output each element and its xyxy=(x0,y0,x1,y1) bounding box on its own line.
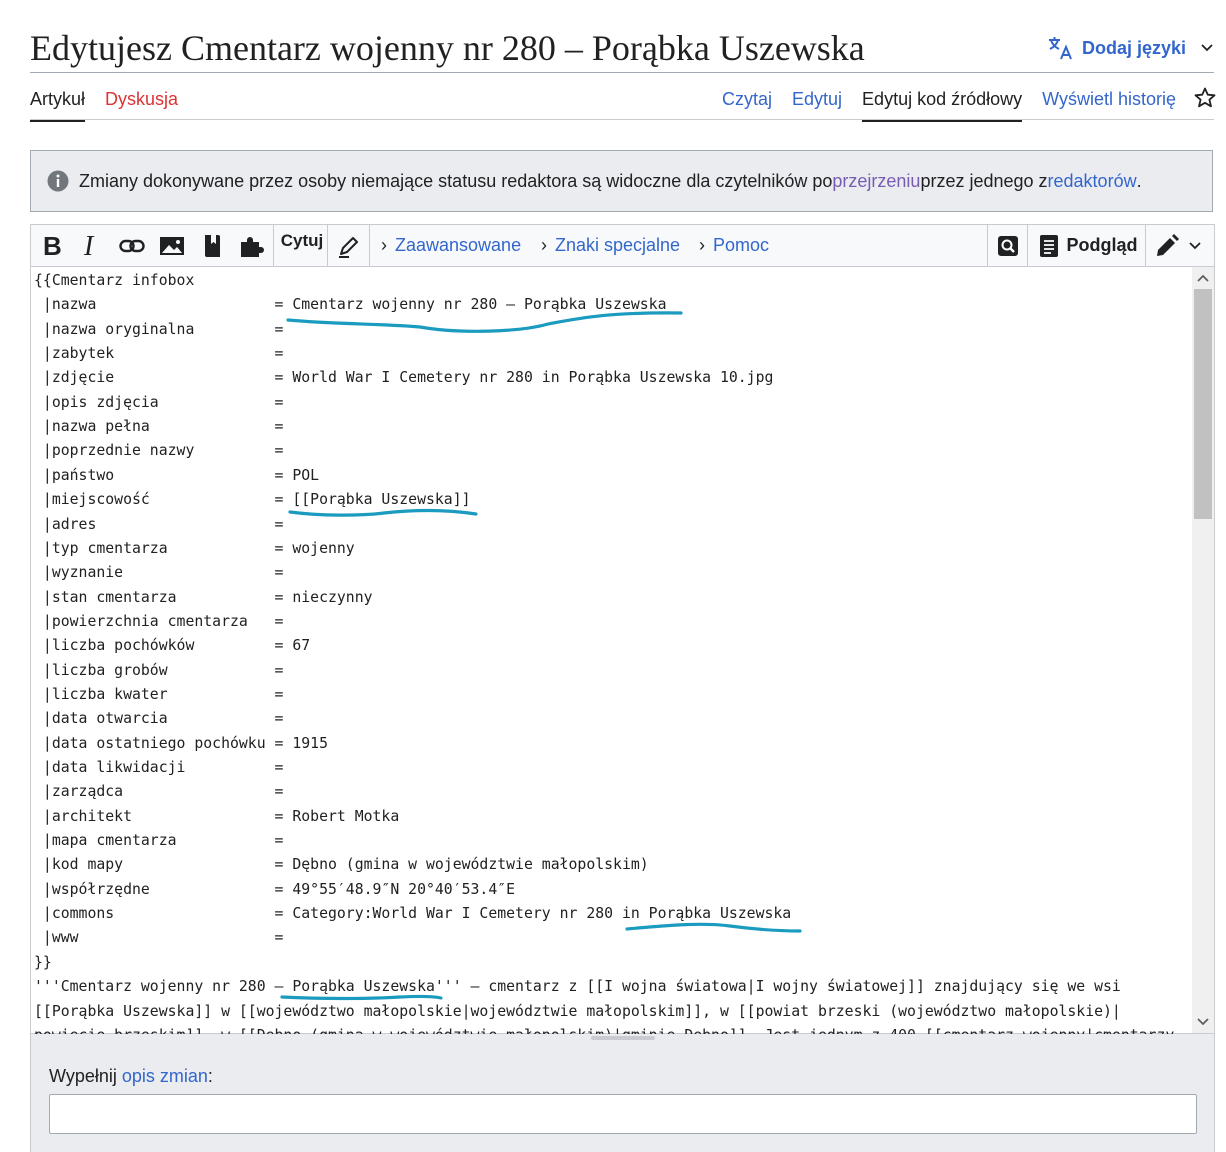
code-line: '''Cmentarz wojenny nr 280 – Porąbka Uszewska''' – cmentarz z [[I wojna światowa|I wojny światowej]] znajdujący się we wsi xyxy=(34,978,1121,996)
image-icon xyxy=(159,235,185,257)
chevron-right-icon: › xyxy=(381,235,387,255)
svg-text:I: I xyxy=(84,230,94,262)
notice-text-after: . xyxy=(1136,170,1142,191)
edit-summary-input[interactable] xyxy=(49,1094,1197,1134)
page-title: Edytujesz Cmentarz wojenny nr 280 – Porąbka Uszewska xyxy=(30,28,865,68)
pencil-icon xyxy=(1154,233,1182,259)
tab-edit[interactable]: Edytuj xyxy=(792,89,843,109)
code-line: [[Porąbka Uszewska]] w [[województwo małopolskie|województwie małopolskim]], w [[powiat brzeski (województwo małopolskie)| xyxy=(34,1002,1121,1020)
chevron-down-icon xyxy=(1188,239,1202,253)
bold-button[interactable] xyxy=(35,225,69,266)
chevron-right-icon: › xyxy=(699,235,705,255)
view-tabs xyxy=(722,86,1176,122)
add-languages-button[interactable] xyxy=(1048,36,1214,60)
code-line: |liczba grobów = xyxy=(34,661,284,679)
edit-summary-label xyxy=(49,1066,213,1087)
pencil-icon xyxy=(337,234,361,258)
tab-history[interactable]: Wyświetl historię xyxy=(1042,89,1176,109)
code-line: |architekt = Robert Motka xyxy=(34,807,400,825)
notice-link-review[interactable]: przejrzeniu xyxy=(832,170,921,191)
toolbar-separator xyxy=(369,225,370,266)
code-line: |zarządca = xyxy=(34,783,284,801)
toolbar-separator xyxy=(1027,225,1028,266)
tab-edit-source[interactable]: Edytuj kod źródłowy xyxy=(862,86,1022,122)
scroll-down-arrow-icon[interactable] xyxy=(1196,1015,1210,1029)
code-line: |adres = xyxy=(34,515,284,533)
summary-help-link[interactable]: opis zmian xyxy=(121,1066,208,1086)
watch-star-icon[interactable] xyxy=(1194,87,1216,109)
template-button[interactable] xyxy=(235,225,271,266)
wikitext-textarea[interactable] xyxy=(31,267,1193,1033)
code-line: |zdjęcie = World War I Cemetery nr 280 in Porąbka Uszewska 10.jpg xyxy=(34,369,774,387)
cite-label: Cytuj xyxy=(280,230,324,250)
code-line: |data likwidacji = xyxy=(34,759,284,776)
search-replace-button[interactable] xyxy=(991,225,1025,266)
tab-article[interactable]: Artykuł xyxy=(30,86,85,122)
advanced-label: Zaawansowane xyxy=(395,235,522,255)
chevron-right-icon: › xyxy=(541,235,547,255)
code-line: |nazwa = Cmentarz wojenny nr 280 – Porąbka Uszewska xyxy=(34,296,667,314)
help-toggle[interactable] xyxy=(699,225,769,266)
notice-link-editors[interactable]: redaktorów xyxy=(1047,170,1137,191)
scrollbar-thumb[interactable] xyxy=(1194,289,1212,519)
code-line: |zabytek = xyxy=(34,345,284,363)
search-replace-icon xyxy=(997,235,1019,257)
code-line: |powierzchnia cmentarza = xyxy=(34,612,284,630)
code-line: |opis zdjęcia = xyxy=(34,393,284,411)
translate-icon xyxy=(1048,36,1074,60)
notice-text-before: Zmiany dokonywane przez osoby niemające statusu redaktora są widoczne dla czytelników po xyxy=(79,170,833,191)
tab-read[interactable]: Czytaj xyxy=(722,89,773,109)
editor-switch-button[interactable] xyxy=(1151,225,1205,266)
cite-button[interactable] xyxy=(277,225,327,266)
code-line: |www = xyxy=(34,929,284,947)
svg-text:B: B xyxy=(43,230,62,261)
code-line: |stan cmentarza = nieczynny xyxy=(34,588,373,606)
help-label: Pomoc xyxy=(713,235,770,255)
toolbar-separator xyxy=(327,225,328,266)
code-line: |państwo = POL xyxy=(34,466,320,484)
wikitext-editor xyxy=(30,224,1215,1034)
code-line: |poprzednie nazwy = xyxy=(34,442,284,460)
code-line: |commons = Category:World War I Cemetery nr 280 in Porąbka Uszewska xyxy=(34,905,792,923)
signature-button[interactable] xyxy=(331,225,367,266)
code-line: |wyznanie = xyxy=(34,564,284,582)
code-line: |kod mapy = Dębno (gmina w województwie małopolskim) xyxy=(34,856,649,874)
preview-label: Podgląd xyxy=(1066,235,1138,255)
reference-button[interactable] xyxy=(195,225,229,266)
code-line: |data ostatniego pochówku = 1915 xyxy=(34,734,328,752)
scroll-up-arrow-icon[interactable] xyxy=(1196,271,1210,285)
code-line: |nazwa pełna = xyxy=(34,418,284,436)
toolbar-separator xyxy=(987,225,988,266)
code-line: |typ cmentarza = wojenny xyxy=(34,539,355,557)
special-chars-toggle[interactable] xyxy=(541,225,680,266)
link-button[interactable] xyxy=(115,225,149,266)
document-preview-icon xyxy=(1039,234,1059,258)
image-button[interactable] xyxy=(155,225,189,266)
bold-icon xyxy=(41,230,63,261)
preview-button[interactable] xyxy=(1033,225,1143,266)
link-icon xyxy=(119,236,145,256)
code-line: |data otwarcia = xyxy=(34,710,284,728)
code-line: |miejscowość = [[Porąbka Uszewska]] xyxy=(34,491,471,509)
tabs-divider xyxy=(30,119,1214,120)
namespace-tabs xyxy=(30,86,178,122)
notice-text-middle: przez jednego z xyxy=(920,170,1048,191)
code-line: |mapa cmentarza = xyxy=(34,832,284,850)
chevron-down-icon xyxy=(1200,41,1214,55)
italic-button[interactable] xyxy=(73,225,107,266)
add-languages-label: Dodaj języki xyxy=(1082,37,1187,58)
code-line: |współrzędne = 49°55′48.9″N 20°40′53.4″E xyxy=(34,880,516,898)
summary-label-after: : xyxy=(207,1066,213,1086)
textarea-scrollbar[interactable] xyxy=(1192,267,1214,1033)
tab-discussion[interactable]: Dyskusja xyxy=(105,89,179,109)
code-line: |liczba pochówków = 67 xyxy=(34,637,311,655)
toolbar-separator xyxy=(273,225,274,266)
advanced-toggle[interactable] xyxy=(381,225,521,266)
code-line: }} xyxy=(34,953,52,971)
summary-label-before: Wypełnij xyxy=(49,1066,122,1086)
special-chars-label: Znaki specjalne xyxy=(555,235,681,255)
edit-summary-section xyxy=(30,1034,1215,1152)
resize-grip[interactable] xyxy=(591,1036,655,1040)
toolbar-separator xyxy=(1145,225,1146,266)
code-line: {{Cmentarz infobox xyxy=(34,272,195,289)
review-notice xyxy=(30,150,1213,212)
info-icon xyxy=(47,170,69,192)
editor-toolbar xyxy=(31,225,1214,267)
puzzle-icon xyxy=(239,234,267,258)
bookmark-book-icon xyxy=(202,234,222,258)
title-divider xyxy=(30,72,1214,73)
code-line: |nazwa oryginalna = xyxy=(34,320,284,338)
italic-icon xyxy=(79,230,101,262)
code-line: |liczba kwater = xyxy=(34,685,284,703)
